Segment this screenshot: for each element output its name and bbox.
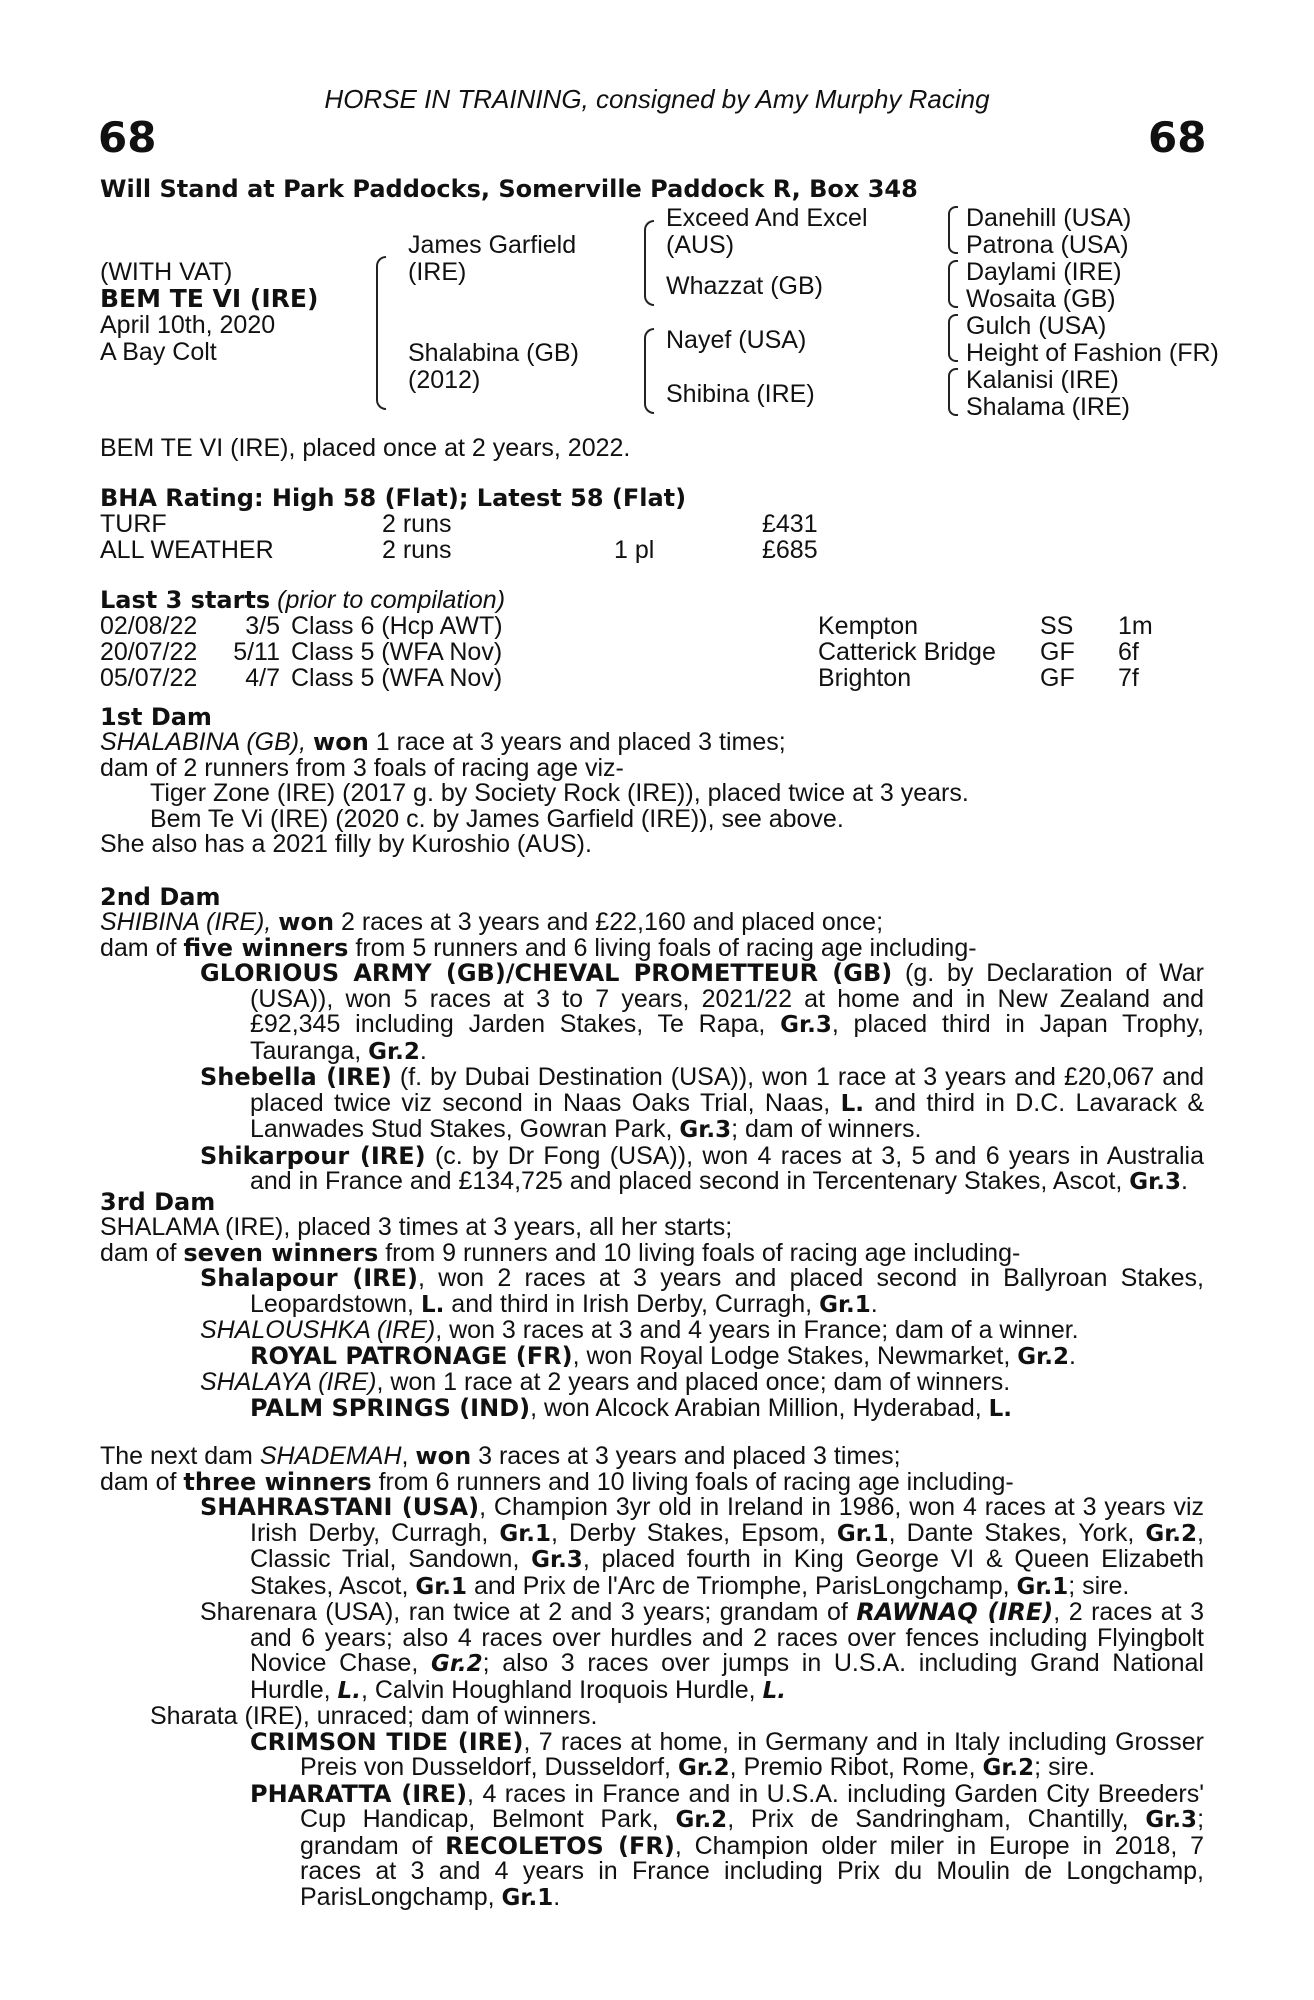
next-dam-p2f: L. (337, 1677, 361, 1704)
pedigree-dss: Gulch (USA) (966, 312, 1107, 340)
vat-note: (WITH VAT) (100, 258, 233, 286)
next-dam-p2d: Gr.2 (430, 1651, 483, 1677)
start-3-course: Brighton (818, 664, 912, 692)
third-dam-p2b: , won 3 races at 3 and 4 years in France; dam of a winner. (435, 1316, 1079, 1344)
next-dam-progeny-4 (100, 1727, 1204, 1782)
pedigree-dam-sire: Nayef (USA) (666, 326, 807, 354)
progeny-shaloushka: SHALOUSHKA (IRE) (200, 1316, 436, 1344)
progeny-palm-springs: PALM SPRINGS (IND) (250, 1393, 531, 1422)
progeny-royal-patronage: ROYAL PATRONAGE (FR) (250, 1341, 573, 1370)
start-3-class: Class 5 (WFA Nov) (291, 664, 503, 692)
second-dam-p2e: Gr.3 (679, 1117, 732, 1143)
next-dam-line-1 (100, 1444, 1204, 1470)
third-dam-p5c: L. (988, 1395, 1013, 1422)
next-dam-p5f: ; grandam of (300, 1805, 1205, 1860)
second-dam-progeny-2 (100, 1065, 1204, 1144)
third-dam-progeny-4 (100, 1370, 1204, 1396)
first-dam-name: SHALABINA (GB), (100, 728, 307, 756)
horse-summary: BEM TE VI (IRE), placed once at 2 years, 2022. (100, 434, 631, 462)
second-dam-won: won (278, 908, 335, 936)
pedigree-ddd: Shalama (IRE) (966, 393, 1130, 421)
sire-line-brace (644, 220, 654, 306)
progeny-rawnaq: RAWNAQ (IRE) (856, 1598, 1054, 1626)
next-dam-won: won (415, 1442, 472, 1470)
next-dam-p1c: Gr.1 (499, 1520, 552, 1547)
start-2-class: Class 5 (WFA Nov) (291, 638, 503, 666)
horse-dob: April 10th, 2020 (100, 311, 276, 339)
pedigree-sire-sire-country: (AUS) (666, 231, 735, 259)
next-dam-line-2 (100, 1467, 1204, 1496)
progeny-pharatta: PHARATTA (IRE) (250, 1779, 468, 1808)
next-dam-p1h: , Classic Trial, Sandown, (250, 1518, 1204, 1573)
third-dam-heading: 3rd Dam (100, 1188, 216, 1216)
next-dam-section (100, 1444, 1204, 1911)
progeny-crimson-tide: CRIMSON TIDE (IRE) (250, 1727, 524, 1756)
second-dam-p1d: , placed third in Japan Trophy, Tauranga, (250, 1010, 1205, 1065)
next-dam-p5b: , 4 races in France and in U.S.A. including Garden City Breeders' Cup Handicap, Belmont Park, (300, 1779, 1204, 1833)
next-dam-p1g: Gr.2 (1145, 1520, 1198, 1547)
first-dam-won: won (313, 728, 369, 756)
start-2-going: GF (1040, 638, 1075, 666)
next-dam-p1d: , Derby Stakes, Epsom, (551, 1518, 837, 1547)
next-dam-p2g: , Calvin Houghland Iroquois Hurdle, (360, 1675, 763, 1704)
next-dam-p5h: , Champion older miler in Europe in 2018, 7 races at 3 and 4 years in France including Prix du Moulin de Longchamp, ParisLongchamp, (300, 1831, 1205, 1911)
gen3-brace-1 (948, 206, 958, 254)
pedigree-sds: Daylami (IRE) (966, 258, 1122, 286)
progeny-shalapour: Shalapour (IRE) (200, 1264, 418, 1292)
next-dam-name: SHADEMAH (259, 1442, 402, 1470)
start-2-course: Catterick Bridge (818, 638, 996, 666)
start-3-dist: 7f (1118, 664, 1139, 692)
start-1-pos: 3/5 (245, 612, 280, 640)
start-2-dist: 6f (1118, 638, 1139, 666)
second-dam-p2d: and third in D.C. Lavarack & Lanwades Stud Stakes, Gowran Park, (250, 1088, 1205, 1143)
next-dam-p1m: Gr.1 (1016, 1573, 1069, 1600)
pedigree-sire-dam: Whazzat (GB) (666, 272, 823, 300)
start-2-pos: 5/11 (233, 638, 280, 666)
next-dam-progeny-5 (100, 1779, 1205, 1912)
first-dam-heading: 1st Dam (100, 703, 212, 731)
third-dam-progeny-1 (100, 1266, 1204, 1318)
next-dam-p5i: Gr.1 (501, 1884, 554, 1911)
second-dam-progeny-3 (100, 1141, 1204, 1196)
first-dam-progeny-1: Tiger Zone (IRE) (2017 g. by Society Rock (IRE)), placed twice at 3 years. (150, 779, 969, 807)
first-dam-line-5: She also has a 2021 filly by Kuroshio (AUS). (100, 830, 592, 858)
second-dam-line-2 (100, 933, 1204, 962)
next-dam-p5j: . (553, 1882, 561, 1911)
second-dam-l2a: dam of (100, 933, 184, 962)
horse-name: BEM TE VI (IRE) (100, 284, 319, 313)
third-dam-line-1: SHALAMA (IRE), placed 3 times at 3 years, all her starts; (100, 1213, 733, 1241)
start-1-course: Kempton (818, 612, 919, 640)
second-dam-p2c: L. (840, 1090, 864, 1117)
next-dam-p1k: Gr.1 (415, 1573, 468, 1600)
progeny-shalaya: SHALAYA (IRE) (200, 1368, 377, 1396)
next-dam-p4b: , 7 races at home, in Germany and in Italy including Grosser Preis von Dusseldorf, Dusseldorf, (300, 1727, 1204, 1781)
start-2-date: 20/07/22 (100, 638, 198, 666)
first-dam-line-1 (100, 730, 1204, 756)
second-dam-l2c: from 5 runners and 6 living foals of racing age including- (348, 933, 977, 962)
bha-rating-heading: BHA Rating: High 58 (Flat); Latest 58 (Flat) (100, 484, 687, 512)
pedigree-sire-country: (IRE) (408, 258, 467, 286)
dam-line-brace (644, 328, 654, 414)
third-dam-p3c: Gr.2 (1017, 1343, 1069, 1370)
rating-turf-runs: 2 runs (382, 510, 452, 538)
second-dam-p3c: Gr.3 (1129, 1169, 1181, 1195)
third-dam-p1c: L. (420, 1291, 445, 1318)
start-3-going: GF (1040, 664, 1075, 692)
next-dam-p5e: Gr.3 (1145, 1807, 1198, 1833)
second-dam-p3d: . (1180, 1167, 1188, 1195)
third-dam-progeny-2 (100, 1318, 1204, 1344)
pedigree-dds: Kalanisi (IRE) (966, 366, 1119, 394)
third-dam-line-2 (100, 1238, 1204, 1267)
next-dam-p5d: , Prix de Sandringham, Chantilly, (727, 1805, 1146, 1833)
second-dam-progeny-1 (100, 961, 1204, 1065)
next-dam-p4e: Gr.2 (982, 1755, 1035, 1781)
next-dam-p4f: ; sire. (1034, 1753, 1096, 1781)
third-dam-l2a: dam of (100, 1238, 184, 1267)
second-dam-p1f: . (419, 1036, 427, 1065)
next-dam-l1c: , (401, 1442, 416, 1470)
stand-location: Will Stand at Park Paddocks, Somerville Paddock R, Box 348 (100, 175, 918, 203)
third-dam-section (100, 1189, 1204, 1422)
last-starts-note: (prior to compilation) (277, 586, 506, 614)
third-dam-winners-count: seven winners (183, 1238, 379, 1267)
start-1-date: 02/08/22 (100, 612, 198, 640)
next-dam-p4c: Gr.2 (677, 1755, 730, 1781)
next-dam-l2a: dam of (100, 1467, 184, 1496)
pedigree-sire-sire: Exceed And Excel (666, 204, 868, 232)
pedigree-sdd: Wosaita (GB) (966, 285, 1116, 313)
start-3-date: 05/07/22 (100, 664, 198, 692)
second-dam-p1e: Gr.2 (368, 1038, 420, 1065)
next-dam-p2c: , 2 races at 3 and 6 years; also 4 races over hurdles and 2 races over fences including Flyingbolt Novice Chase, (250, 1598, 1204, 1677)
progeny-shahrastani: SHAHRASTANI (USA) (200, 1493, 480, 1521)
third-dam-p1d: and third in Irish Derby, Curragh, (444, 1289, 820, 1318)
rating-aw-runs: 2 runs (382, 536, 452, 564)
start-1-dist: 1m (1118, 612, 1153, 640)
second-dam-section (100, 884, 1204, 1196)
sale-header: HORSE IN TRAINING, consigned by Amy Murphy Racing (324, 84, 990, 114)
next-dam-p1b: , Champion 3yr old in Ireland in 1986, won 4 races at 3 years viz Irish Derby, Curragh, (250, 1493, 1204, 1547)
third-dam-p5b: , won Alcock Arabian Million, Hyderabad, (530, 1393, 989, 1422)
next-dam-p1e: Gr.1 (836, 1520, 889, 1547)
start-3-pos: 4/7 (245, 664, 280, 692)
first-dam-progeny-2: Bem Te Vi (IRE) (2020 c. by James Garfield (IRE)), see above. (150, 804, 844, 833)
pedigree-dam-year: (2012) (408, 366, 481, 394)
first-dam-line-2: dam of 2 runners from 3 foals of racing age viz- (100, 753, 624, 782)
lot-number-right: 68 (1148, 113, 1207, 162)
third-dam-progeny-3 (100, 1341, 1204, 1371)
next-dam-p1f: , Dante Stakes, York, (888, 1518, 1146, 1547)
rating-aw-earnings: £685 (762, 536, 818, 564)
start-1-class: Class 6 (Hcp AWT) (291, 612, 503, 640)
horse-description: A Bay Colt (100, 338, 217, 366)
progeny-sharenara: Sharenara (USA), ran twice at 2 and 3 years; grandam of (200, 1598, 857, 1626)
second-dam-p3b: (c. by Dr Fong (USA)), won 4 races at 3, 5 and 6 years in Australia and in France and £134,725 and placed second in Tercentenary Stakes, Ascot, (250, 1141, 1204, 1195)
last-starts-heading (100, 588, 505, 614)
gen3-brace-4 (948, 368, 958, 416)
progeny-shikarpour: Shikarpour (IRE) (200, 1141, 426, 1170)
third-dam-p3b: , won Royal Lodge Stakes, Newmarket, (572, 1341, 1018, 1370)
next-dam-p2e: ; also 3 races over jumps in U.S.A. including Grand National Hurdle, (250, 1649, 1204, 1704)
third-dam-p4b: , won 1 race at 2 years and placed once; dam of winners. (376, 1368, 1011, 1396)
next-dam-l1e: 3 races at 3 years and placed 3 times; (471, 1442, 901, 1470)
start-1-going: SS (1040, 612, 1074, 640)
third-dam-progeny-5 (100, 1393, 1204, 1423)
next-dam-p1l: and Prix de l'Arc de Triomphe, ParisLongchamp, (467, 1571, 1017, 1600)
third-dam-l2c: from 9 runners and 10 living foals of racing age including- (378, 1238, 1021, 1267)
second-dam-p1c: Gr.3 (780, 1012, 832, 1038)
progeny-shebella: Shebella (IRE) (200, 1063, 392, 1091)
pedigree-dsd: Height of Fashion (FR) (966, 339, 1219, 367)
next-dam-p1j: , placed fourth in King George VI & Queen Elizabeth Stakes, Ascot, (250, 1545, 1204, 1600)
second-dam-p2b: (f. by Dubai Destination (USA)), won 1 race at 3 years and £20,067 and placed twice viz second in Naas Oaks Trial, Naas, (250, 1063, 1204, 1117)
next-dam-p1i: Gr.3 (531, 1547, 583, 1573)
pedigree-sire: James Garfield (408, 231, 577, 259)
third-dam-p3d: . (1068, 1341, 1076, 1370)
pedigree-dam: Shalabina (GB) (408, 339, 579, 367)
rating-aw-placed: 1 pl (614, 536, 655, 564)
rating-aw-surface: ALL WEATHER (100, 536, 274, 564)
lot-number-left: 68 (98, 113, 157, 162)
first-dam-section (100, 704, 1204, 858)
rating-turf-earnings: £431 (762, 510, 818, 538)
next-dam-progeny-3: Sharata (IRE), unraced; dam of winners. (150, 1702, 598, 1730)
second-dam-name: SHIBINA (IRE), (100, 908, 272, 936)
progeny-recoletos: RECOLETOS (FR) (445, 1831, 675, 1860)
next-dam-p1n: ; sire. (1068, 1571, 1130, 1600)
next-dam-l1a: The next dam (100, 1442, 260, 1470)
third-dam-p1f: . (870, 1289, 878, 1318)
last-starts-title: Last 3 starts (100, 586, 271, 614)
third-dam-p1b: , won 2 races at 3 years and placed second in Ballyroan Stakes, Leopardstown, (250, 1264, 1204, 1318)
progeny-glorious-army: GLORIOUS ARMY (GB)/CHEVAL PROMETTEUR (GB) (200, 959, 893, 987)
second-dam-p2f: ; dam of winners. (731, 1115, 922, 1143)
second-dam-record: 2 races at 3 years and £22,160 and placed once; (334, 908, 884, 936)
first-dam-record: 1 race at 3 years and placed 3 times; (368, 728, 786, 756)
pedigree-dam-dam: Shibina (IRE) (666, 380, 815, 408)
pedigree-ssd: Patrona (USA) (966, 231, 1129, 259)
second-dam-line-1 (100, 910, 1204, 936)
next-dam-p4d: , Premio Ribot, Rome, (729, 1753, 983, 1781)
next-dam-p2h: L. (762, 1677, 786, 1704)
next-dam-p5c: Gr.2 (675, 1807, 728, 1833)
next-dam-l2c: from 6 runners and 10 living foals of racing age including- (371, 1467, 1014, 1496)
sire-brace (376, 256, 386, 410)
gen3-brace-3 (948, 314, 958, 362)
pedigree-sss: Danehill (USA) (966, 204, 1132, 232)
second-dam-winners-count: five winners (183, 933, 349, 962)
rating-turf-surface: TURF (100, 510, 167, 538)
next-dam-progeny-2 (100, 1600, 1204, 1704)
next-dam-winners-count: three winners (183, 1467, 372, 1496)
next-dam-progeny-1 (100, 1495, 1204, 1600)
second-dam-heading: 2nd Dam (100, 883, 221, 911)
third-dam-p1e: Gr.1 (819, 1291, 871, 1318)
second-dam-p1b: (g. by Declaration of War (USA)), won 5 races at 3 to 7 years, 2021/22 at home and in New Zealand and £92,345 including Jarden Stakes, Te Rapa, (250, 959, 1204, 1038)
gen3-brace-2 (948, 260, 958, 308)
